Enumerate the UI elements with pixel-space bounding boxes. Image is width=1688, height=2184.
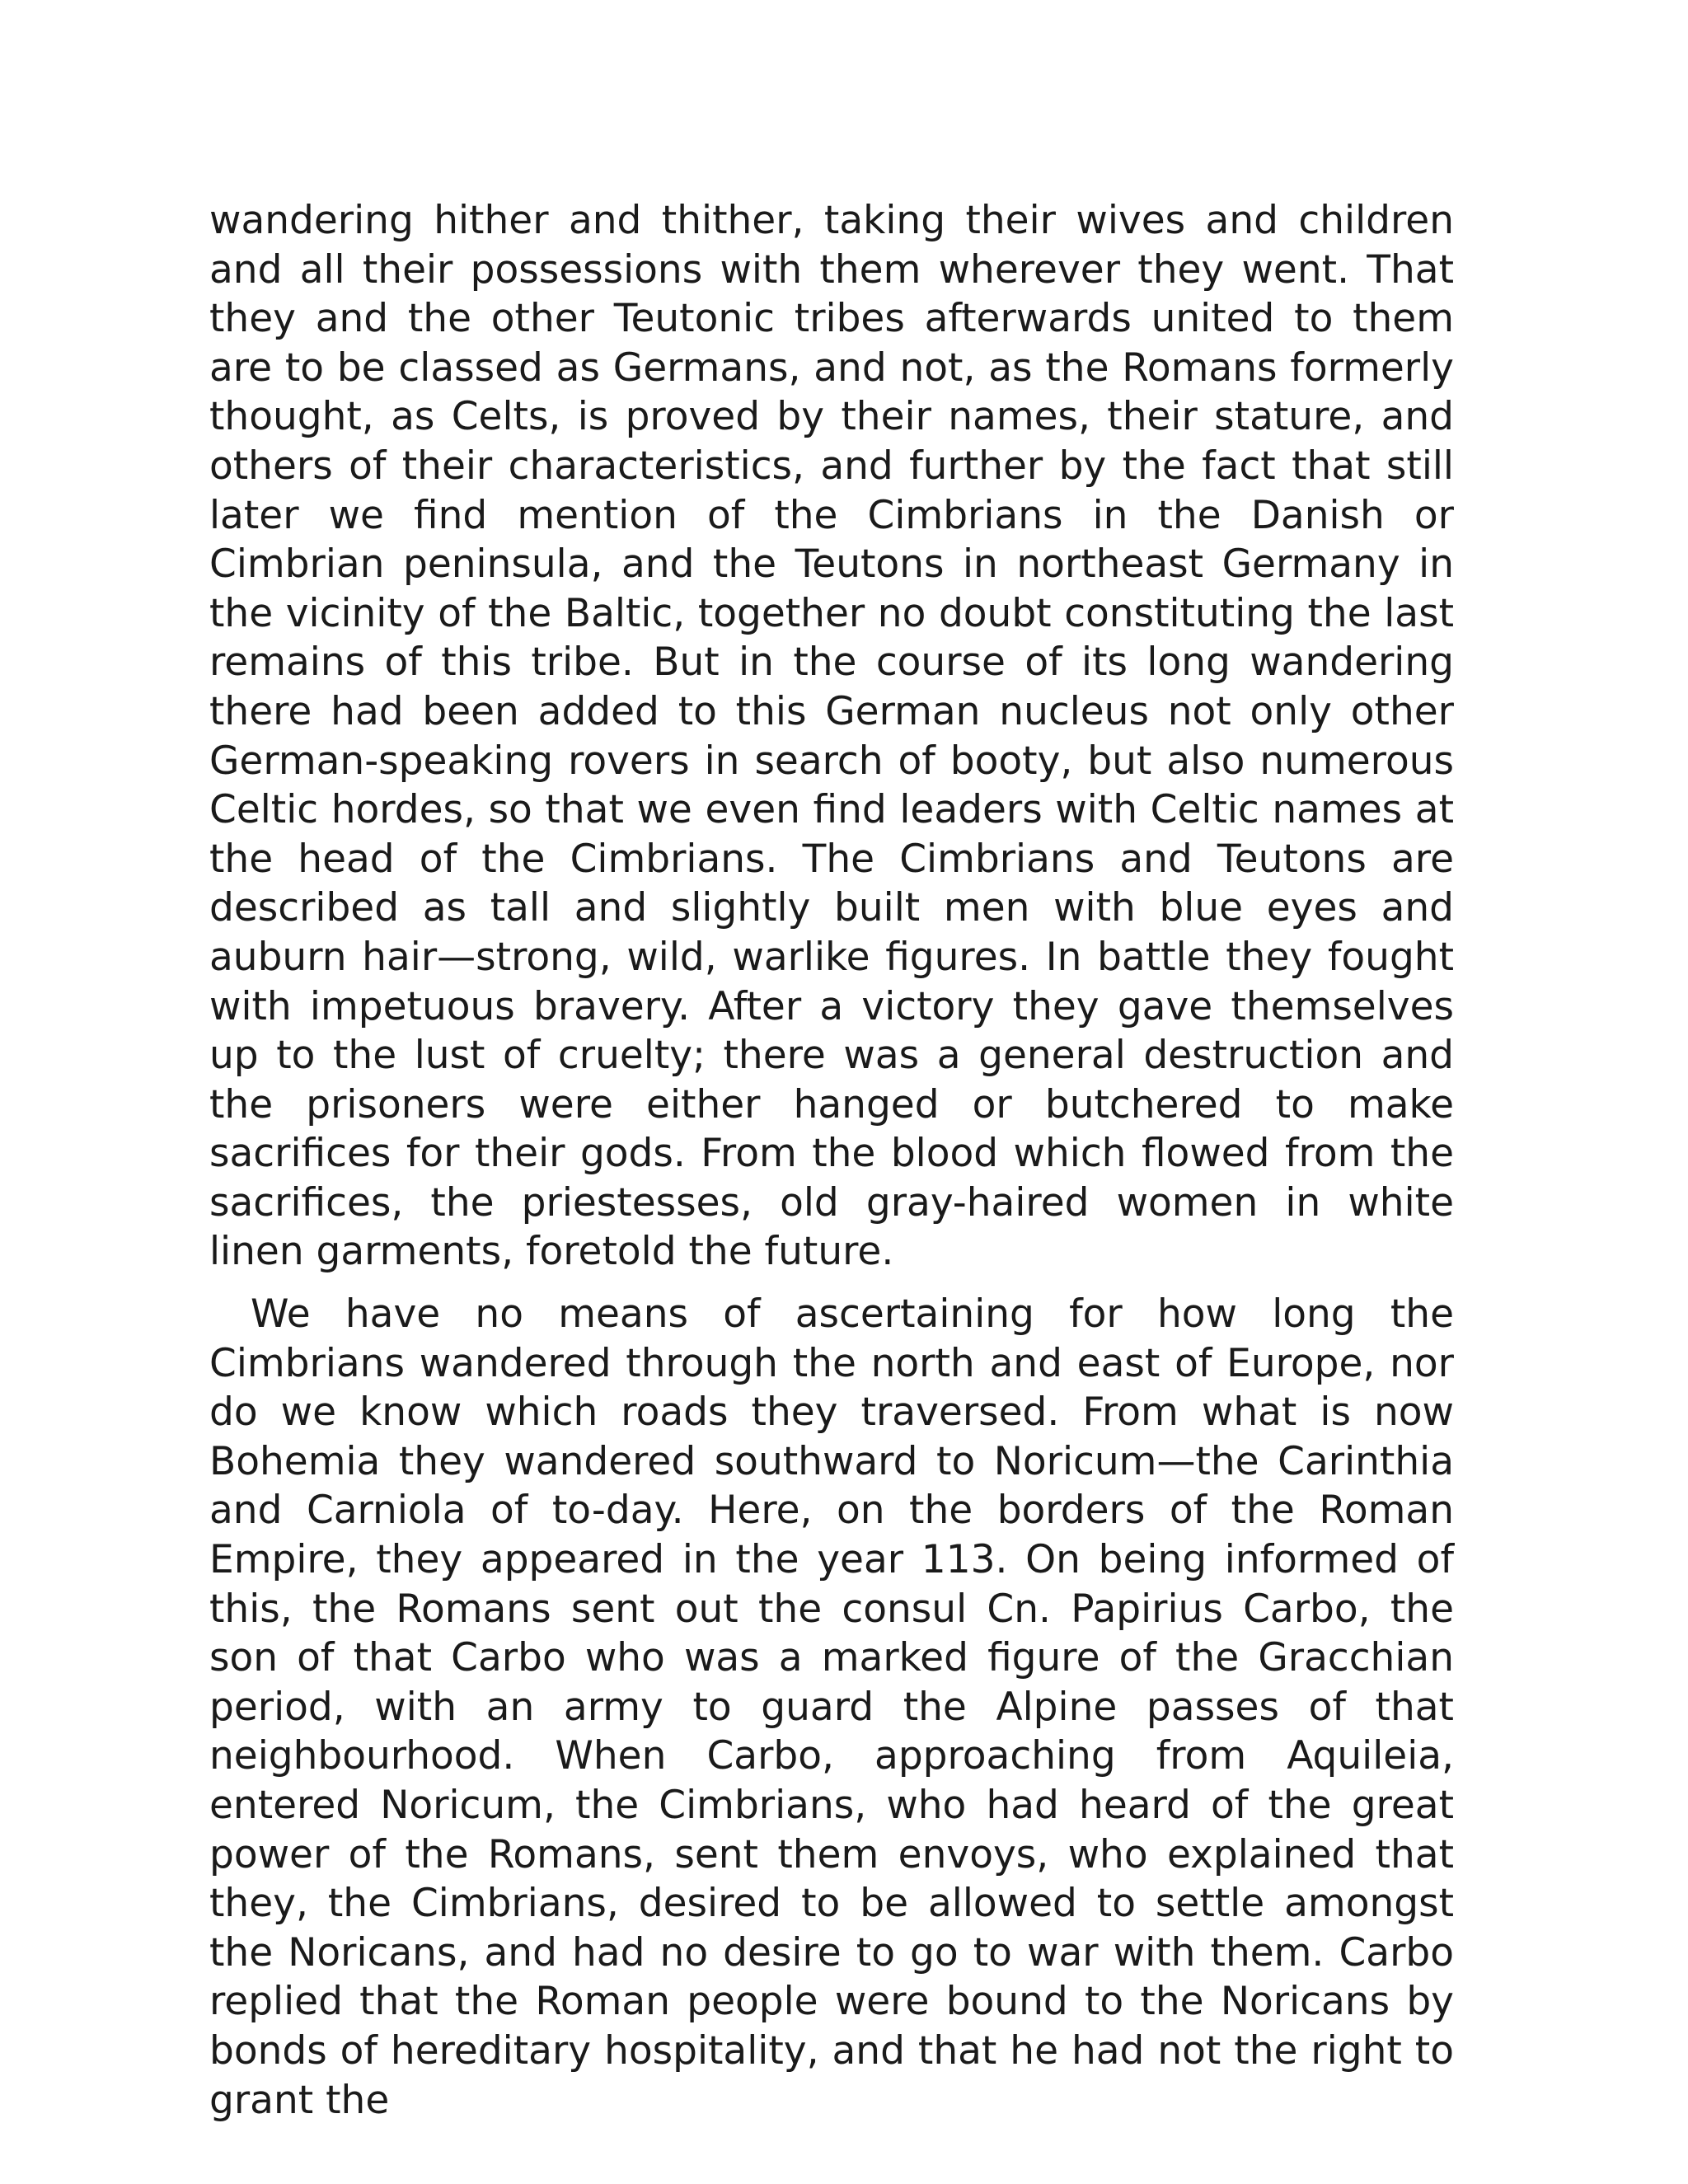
paragraph-1: wandering hither and thither, taking their wives and children and all their possessions with them wherever they went. That they and the other Teutonic tribes afterwards united to them are to be classed as Germans, and not, as the Romans formerly thought, as Celts, is proved by their names, their stature, and others of their characteristics, and further by the fact that still later we find mention of the Cimbrians in the Danish or Cimbrian peninsula, and the Teutons in northeast Germany in the vicinity of the Baltic, together no doubt constituting the last remains of this tribe. But in the course of its long wandering there had been added to this German nucleus not only other German-speaking rovers in search of booty, but also numerous Celtic hordes, so that we even find leaders with Celtic names at the head of the Cimbrians. The Cimbrians and Teutons are described as tall and slightly built men with blue eyes and auburn hair—strong, wild, warlike figures. In battle they fought with impetuous bravery. After a victory they gave themselves up to the lust of cruelty; there was a general destruction and the prisoners were either hanged or butchered to make sacrifices for their gods. From the blood which flowed from the sacrifices, the priestesses, old gray-haired women in white linen garments, foretold the future. — [209, 198, 1454, 1275]
page-body — [209, 196, 1454, 2125]
paragraph-2: We have no means of ascertaining for how long the Cimbrians wandered through the north and east of Europe, nor do we know which roads they traversed. From what is now Bohemia they wandered southward to Noricum—the Carinthia and Carniola of to-day. Here, on the borders of the Roman Empire, they appeared in the year 113. On being informed of this, the Romans sent out the consul Cn. Papirius Carbo, the son of that Carbo who was a marked figure of the Gracchian period, with an army to guard the Alpine passes of that neighbourhood. When Carbo, approaching from Aquileia, entered Noricum, the Cimbrians, who had heard of the great power of the Romans, sent them envoys, who explained that they, the Cimbrians, desired to be allowed to settle amongst the Noricans, and had no desire to go to war with them. Carbo replied that the Roman people were bound to the Noricans by bonds of hereditary hospitality, and that he had not the right to grant the — [209, 1291, 1454, 2123]
